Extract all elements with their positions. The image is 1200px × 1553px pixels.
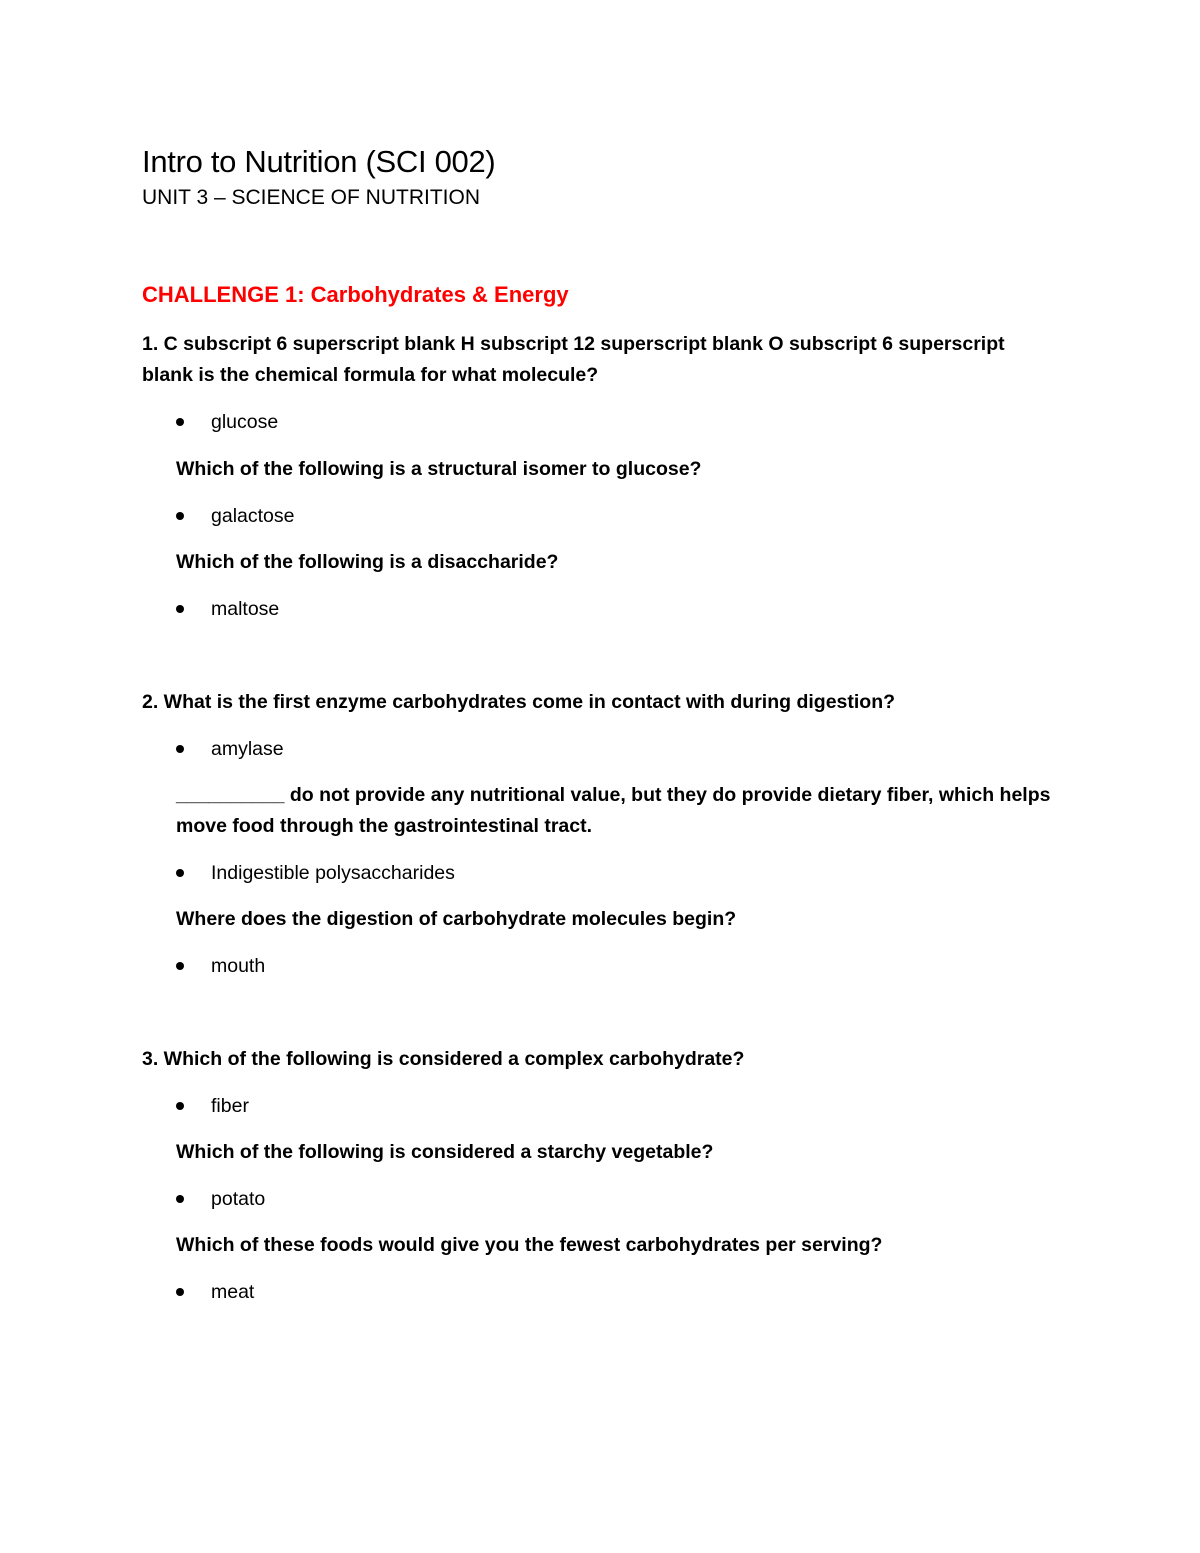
question-3b: Which of the following is considered a starchy vegetable? — [176, 1141, 714, 1163]
bullet-icon — [176, 418, 184, 426]
bullet-icon — [176, 1288, 184, 1296]
answer-2 — [176, 734, 284, 764]
answer-3c — [176, 1277, 254, 1307]
answer-1c — [176, 594, 279, 624]
question-2: 2. What is the first enzyme carbohydrates come in contact with during digestion? — [142, 691, 896, 713]
answer-2b — [176, 858, 455, 888]
answer-2c — [176, 951, 265, 981]
document-title: Intro to Nutrition (SCI 002) — [142, 144, 496, 179]
answer-text: Indigestible polysaccharides — [211, 862, 455, 884]
answer-text: mouth — [211, 955, 266, 977]
answer-1 — [176, 407, 278, 437]
answer-text: galactose — [211, 505, 295, 527]
answer-1b — [176, 501, 294, 531]
answer-text: amylase — [211, 738, 284, 760]
question-1: 1. C subscript 6 superscript blank H subscript 12 superscript blank O subscript 6 superscript blank is the chemical formula for what molecule? — [142, 333, 1005, 386]
question-3c: Which of these foods would give you the fewest carbohydrates per serving? — [176, 1234, 883, 1256]
challenge-heading: CHALLENGE 1: Carbohydrates & Energy — [142, 282, 569, 307]
answer-text: maltose — [211, 598, 280, 620]
question-1b: Which of the following is a structural isomer to glucose? — [176, 458, 702, 480]
answer-text: glucose — [211, 411, 279, 433]
bullet-icon — [176, 605, 184, 613]
question-2c: Where does the digestion of carbohydrate molecules begin? — [176, 908, 737, 930]
unit-heading: UNIT 3 – SCIENCE OF NUTRITION — [142, 186, 480, 209]
question-3: 3. Which of the following is considered a complex carbohydrate? — [142, 1048, 745, 1070]
bullet-icon — [176, 869, 184, 877]
question-1c: Which of the following is a disaccharide? — [176, 551, 559, 573]
question-text: do not provide any nutritional value, but they do provide dietary fiber, which helps move food through the gastrointestinal tract. — [176, 784, 1051, 837]
answer-text: fiber — [211, 1095, 249, 1117]
question-2b — [176, 780, 1056, 842]
bullet-icon — [176, 1102, 184, 1110]
fill-in-blank: __________ — [176, 784, 285, 806]
answer-text: meat — [211, 1281, 255, 1303]
answer-3 — [176, 1091, 249, 1121]
answer-text: potato — [211, 1188, 266, 1210]
bullet-icon — [176, 512, 184, 520]
bullet-icon — [176, 962, 184, 970]
answer-3b — [176, 1184, 265, 1214]
bullet-icon — [176, 745, 184, 753]
bullet-icon — [176, 1195, 184, 1203]
